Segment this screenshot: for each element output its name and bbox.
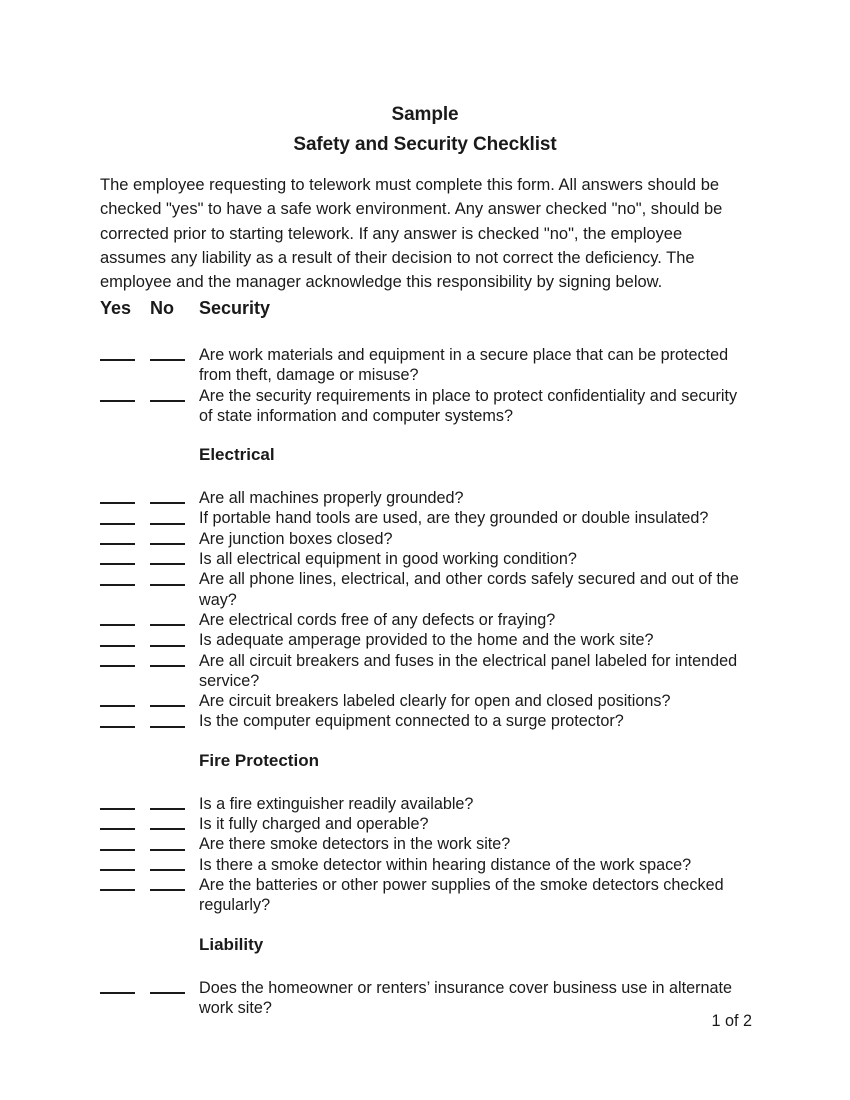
checklist-row [100,508,752,528]
yes-blank-field[interactable] [100,834,135,854]
no-blank-field[interactable] [150,345,185,365]
checklist-question-text: Are junction boxes closed? [199,529,393,548]
blank-rule [100,665,135,667]
blank-rule [100,828,135,830]
yes-blank-field[interactable] [100,529,135,549]
intro-paragraph: The employee requesting to telework must complete this form. All answers should be checked "yes" to have a safe work environment. Any answer checked "no", should be corrected prior to starting telework. If any answer is checked "no", the employee assumes any liability as a result of their decision to not correct the deficiency. The employee and the manager acknowledge this responsibility by signing below. [100,176,723,292]
blank-rule [150,849,185,851]
blank-rule [100,645,135,647]
checklist-row [100,855,752,875]
column-header-yes: Yes [100,298,132,318]
checklist-question-text: Is it fully charged and operable? [199,815,429,834]
checklist-row [100,814,752,834]
no-blank-field[interactable] [150,875,185,895]
blank-rule [150,726,185,728]
checklist-row [100,651,752,692]
checklist-rows [100,345,752,1018]
checklist-question-text: Is adequate amperage provided to the home and the work site? [199,631,654,650]
no-blank-field[interactable] [150,651,185,671]
checklist-row [100,529,752,549]
blank-rule [100,705,135,707]
checklist-row [100,549,752,569]
checklist-row [100,794,752,814]
blank-rule [100,584,135,586]
title-line-2: Safety and Security Checklist [293,134,557,155]
checklist-question-text: Are circuit breakers labeled clearly for open and closed positions? [199,692,671,711]
yes-blank-field[interactable] [100,855,135,875]
blank-rule [100,889,135,891]
section-gap [100,957,752,978]
section-gap [100,467,752,488]
blank-rule [150,869,185,871]
checklist-question-text: Is all electrical equipment in good working condition? [199,550,577,569]
checklist-row [100,345,752,386]
no-blank-field[interactable] [150,569,185,589]
section-gap [100,916,752,933]
no-blank-field[interactable] [150,529,185,549]
yes-blank-field[interactable] [100,691,135,711]
yes-blank-field[interactable] [100,345,135,365]
blank-rule [100,543,135,545]
yes-blank-field[interactable] [100,814,135,834]
section-gap [100,426,752,443]
no-blank-field[interactable] [150,630,185,650]
checklist-question-text: Is there a smoke detector within hearing distance of the work space? [199,855,692,874]
blank-rule [100,869,135,871]
yes-blank-field[interactable] [100,651,135,671]
no-blank-field[interactable] [150,814,185,834]
yes-blank-field[interactable] [100,610,135,630]
checklist-row [100,691,752,711]
checklist-row [100,834,752,854]
blank-rule [100,400,135,402]
yes-blank-field[interactable] [100,630,135,650]
yes-blank-field[interactable] [100,875,135,895]
checklist-question-text: Does the homeowner or renters’ insurance cover business use in alternate work site? [199,978,732,1017]
column-header-row [100,296,752,320]
yes-blank-field[interactable] [100,386,135,406]
blank-rule [150,563,185,565]
yes-blank-field[interactable] [100,569,135,589]
blank-rule [150,992,185,994]
blank-rule [100,726,135,728]
checklist-question-text: If portable hand tools are used, are they grounded or double insulated? [199,509,709,528]
checklist-row [100,386,752,427]
no-blank-field[interactable] [150,711,185,731]
yes-blank-field[interactable] [100,549,135,569]
section-gap [100,732,752,749]
section-heading-liability: Liability [199,934,264,954]
blank-rule [150,523,185,525]
blank-rule [150,828,185,830]
blank-rule [100,359,135,361]
checklist-row [100,711,752,731]
checklist-row [100,488,752,508]
no-blank-field[interactable] [150,794,185,814]
yes-blank-field[interactable] [100,508,135,528]
blank-rule [150,584,185,586]
blank-rule [150,889,185,891]
checklist-question-text: Are electrical cords free of any defects or fraying? [199,610,556,629]
checklist-question-text: Are work materials and equipment in a secure place that can be protected from theft, damage or misuse? [199,346,729,385]
blank-rule [150,645,185,647]
blank-rule [100,523,135,525]
blank-rule [100,992,135,994]
blank-rule [150,502,185,504]
blank-rule [100,502,135,504]
blank-rule [150,705,185,707]
blank-rule [150,400,185,402]
checklist-row [100,610,752,630]
yes-blank-field[interactable] [100,794,135,814]
blank-rule [100,624,135,626]
section-heading-security: Security [199,298,271,318]
checklist-question-text: Are the security requirements in place to protect confidentiality and security of state information and computer systems? [199,386,738,425]
title-line-1: Sample [391,104,459,125]
blank-rule [100,808,135,810]
blank-rule [100,849,135,851]
blank-rule [150,808,185,810]
no-blank-field[interactable] [150,386,185,406]
page-footer: 1 of 2 [711,1012,752,1030]
checklist-row [100,630,752,650]
checklist-question-text: Are all circuit breakers and fuses in the electrical panel labeled for intended service? [199,651,738,690]
checklist-row [100,569,752,610]
checklist-question-text: Are the batteries or other power supplies of the smoke detectors checked regularly? [199,875,724,915]
checklist-question-text: Is a fire extinguisher readily available? [199,794,474,813]
blank-rule [150,624,185,626]
blank-rule [150,359,185,361]
column-header-no: No [150,298,174,318]
yes-blank-field[interactable] [100,488,135,508]
yes-blank-field[interactable] [100,978,135,998]
section-heading-electrical: Electrical [199,445,275,465]
no-blank-field[interactable] [150,508,185,528]
checklist-question-text: Is the computer equipment connected to a surge protector? [199,712,624,731]
no-blank-field[interactable] [150,610,185,630]
no-blank-field[interactable] [150,855,185,875]
checklist-question-text: Are there smoke detectors in the work site? [199,835,511,854]
blank-rule [150,543,185,545]
checklist-question-text: Are all phone lines, electrical, and other cords safely secured and out of the way? [199,570,739,609]
blank-rule [150,665,185,667]
checklist-question-text: Are all machines properly grounded? [199,489,464,508]
blank-rule [100,563,135,565]
no-blank-field[interactable] [150,488,185,508]
no-blank-field[interactable] [150,549,185,569]
section-gap [100,773,752,794]
document-title-block [0,100,850,160]
no-blank-field[interactable] [150,691,185,711]
no-blank-field[interactable] [150,834,185,854]
checklist-row [100,875,752,916]
yes-blank-field[interactable] [100,711,135,731]
no-blank-field[interactable] [150,978,185,998]
section-heading-fire-protection: Fire Protection [199,750,319,770]
